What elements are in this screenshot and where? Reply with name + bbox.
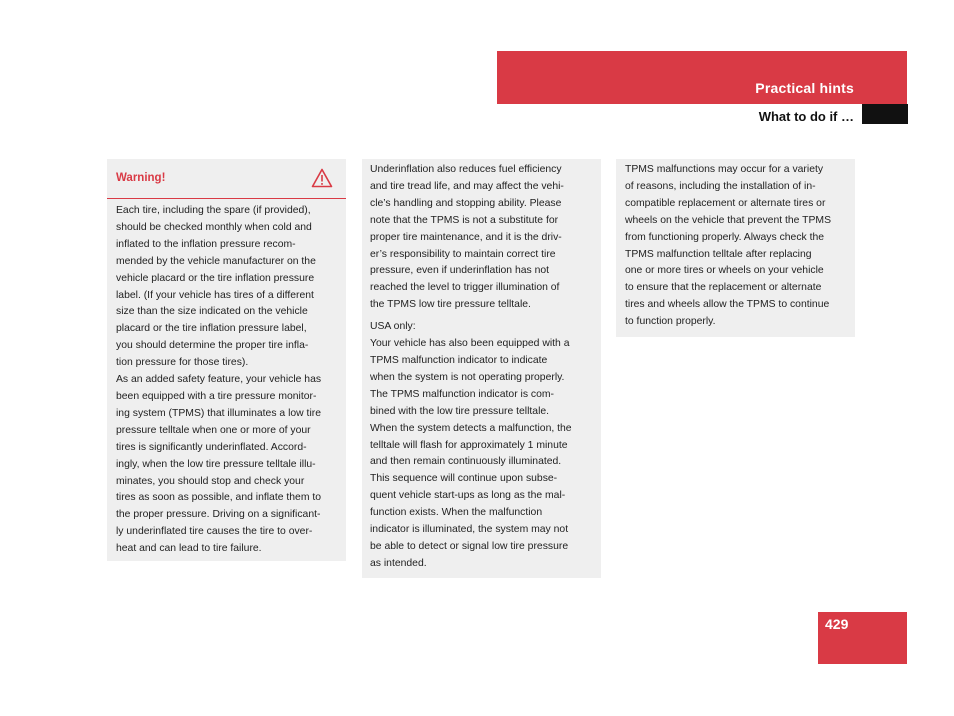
text-line: you should determine the proper tire infla- xyxy=(116,340,309,352)
subsection-title: What to do if … xyxy=(758,109,854,124)
text-line: tion pressure for those tires). xyxy=(116,357,249,369)
text-line: label. (If your vehicle has tires of a different xyxy=(116,289,314,301)
text-line: er’s responsibility to maintain correct tire xyxy=(370,248,556,260)
warning-triangle-icon xyxy=(311,168,333,193)
text-line: be able to detect or signal low tire pressure xyxy=(370,540,569,552)
paragraph-tpms-malfunctions xyxy=(625,162,847,331)
text-line: Each tire, including the spare (if provided), xyxy=(116,205,311,216)
text-line: when the system is not operating properly. xyxy=(370,371,565,383)
text-line: been equipped with a tire pressure monitor- xyxy=(116,390,317,402)
text-line: to function properly. xyxy=(625,316,716,328)
text-line: Your vehicle has also been equipped with a xyxy=(370,338,570,350)
text-line: wheels on the vehicle that prevent the TPMS xyxy=(625,214,832,226)
page-number-tab xyxy=(818,612,907,664)
text-line: TPMS malfunction telltale after replacing xyxy=(625,248,812,260)
header-band xyxy=(497,51,907,104)
text-line: As an added safety feature, your vehicle has xyxy=(116,374,322,386)
warning-label: Warning! xyxy=(116,172,166,184)
text-line: The TPMS malfunction indicator is com- xyxy=(370,388,555,400)
text-line: tires and wheels allow the TPMS to continue xyxy=(625,299,830,311)
text-line: USA only: xyxy=(370,321,416,333)
text-line: tires as soon as possible, and inflate them to xyxy=(116,492,322,504)
text-line: function exists. When the malfunction xyxy=(370,507,543,519)
warning-box xyxy=(107,159,346,561)
text-line: note that the TPMS is not a substitute for xyxy=(370,214,559,226)
text-line: This sequence will continue upon subse- xyxy=(370,473,558,485)
page-number: 429 xyxy=(825,616,849,632)
text-line: TPMS malfunctions may occur for a variety xyxy=(625,164,824,175)
text-line: reached the level to trigger illumination of xyxy=(370,282,560,294)
warning-header xyxy=(107,159,346,199)
text-line: and then remain continuously illuminated. xyxy=(370,456,562,468)
text-line: compatible replacement or alternate tires or xyxy=(625,197,826,209)
text-column-2 xyxy=(362,159,601,578)
text-line: and tire tread life, and may affect the vehi- xyxy=(370,180,564,192)
section-tab-marker xyxy=(862,104,908,124)
text-column-3 xyxy=(616,159,855,337)
text-line: of reasons, including the installation of in- xyxy=(625,180,816,192)
text-line: one or more tires or wheels on your vehicle xyxy=(625,265,824,277)
text-line: heat and can lead to tire failure. xyxy=(116,543,262,555)
text-line: to ensure that the replacement or alternate xyxy=(625,282,822,294)
text-line: inflated to the inflation pressure recom- xyxy=(116,238,296,250)
text-line: tires is significantly underinflated. Accord- xyxy=(116,441,307,453)
text-line: mended by the vehicle manufacturer on the xyxy=(116,255,316,267)
text-line: ly underinflated tire causes the tire to over- xyxy=(116,526,313,538)
text-line: placard or the tire inflation pressure label, xyxy=(116,323,307,335)
text-line: cle’s handling and stopping ability. Please xyxy=(370,197,562,209)
text-line: the proper pressure. Driving on a significant- xyxy=(116,509,321,521)
text-line: Underinflation also reduces fuel efficiency xyxy=(370,164,562,175)
text-line: bined with the low tire pressure telltale. xyxy=(370,405,550,417)
text-line: size than the size indicated on the vehicle xyxy=(116,306,308,318)
text-line: from functioning properly. Always check the xyxy=(625,231,825,243)
text-line: telltale will flash for approximately 1 minute xyxy=(370,439,568,451)
text-line: indicator is illuminated, the system may not xyxy=(370,524,569,536)
text-line: should be checked monthly when cold and xyxy=(116,221,312,233)
text-line: as intended. xyxy=(370,557,427,569)
text-line: pressure, even if underinflation has not xyxy=(370,265,550,277)
text-line: ing system (TPMS) that illuminates a low tire xyxy=(116,407,321,419)
text-line: ingly, when the low tire pressure telltale illu- xyxy=(116,458,316,470)
paragraph-underinflation xyxy=(370,162,593,314)
text-line: When the system detects a malfunction, the xyxy=(370,422,572,434)
text-line: vehicle placard or the tire inflation pressure xyxy=(116,272,315,284)
text-line: the TPMS low tire pressure telltale. xyxy=(370,299,531,311)
text-line: TPMS malfunction indicator to indicate xyxy=(370,354,548,366)
section-title: Practical hints xyxy=(755,80,854,96)
text-line: quent vehicle start-ups as long as the mal- xyxy=(370,490,566,502)
text-line: pressure telltale when one or more of your xyxy=(116,424,311,436)
warning-text xyxy=(107,199,346,558)
text-line: minates, you should stop and check your xyxy=(116,475,305,487)
paragraph-usa-only xyxy=(370,319,593,573)
text-line: proper tire maintenance, and it is the driv- xyxy=(370,231,562,243)
